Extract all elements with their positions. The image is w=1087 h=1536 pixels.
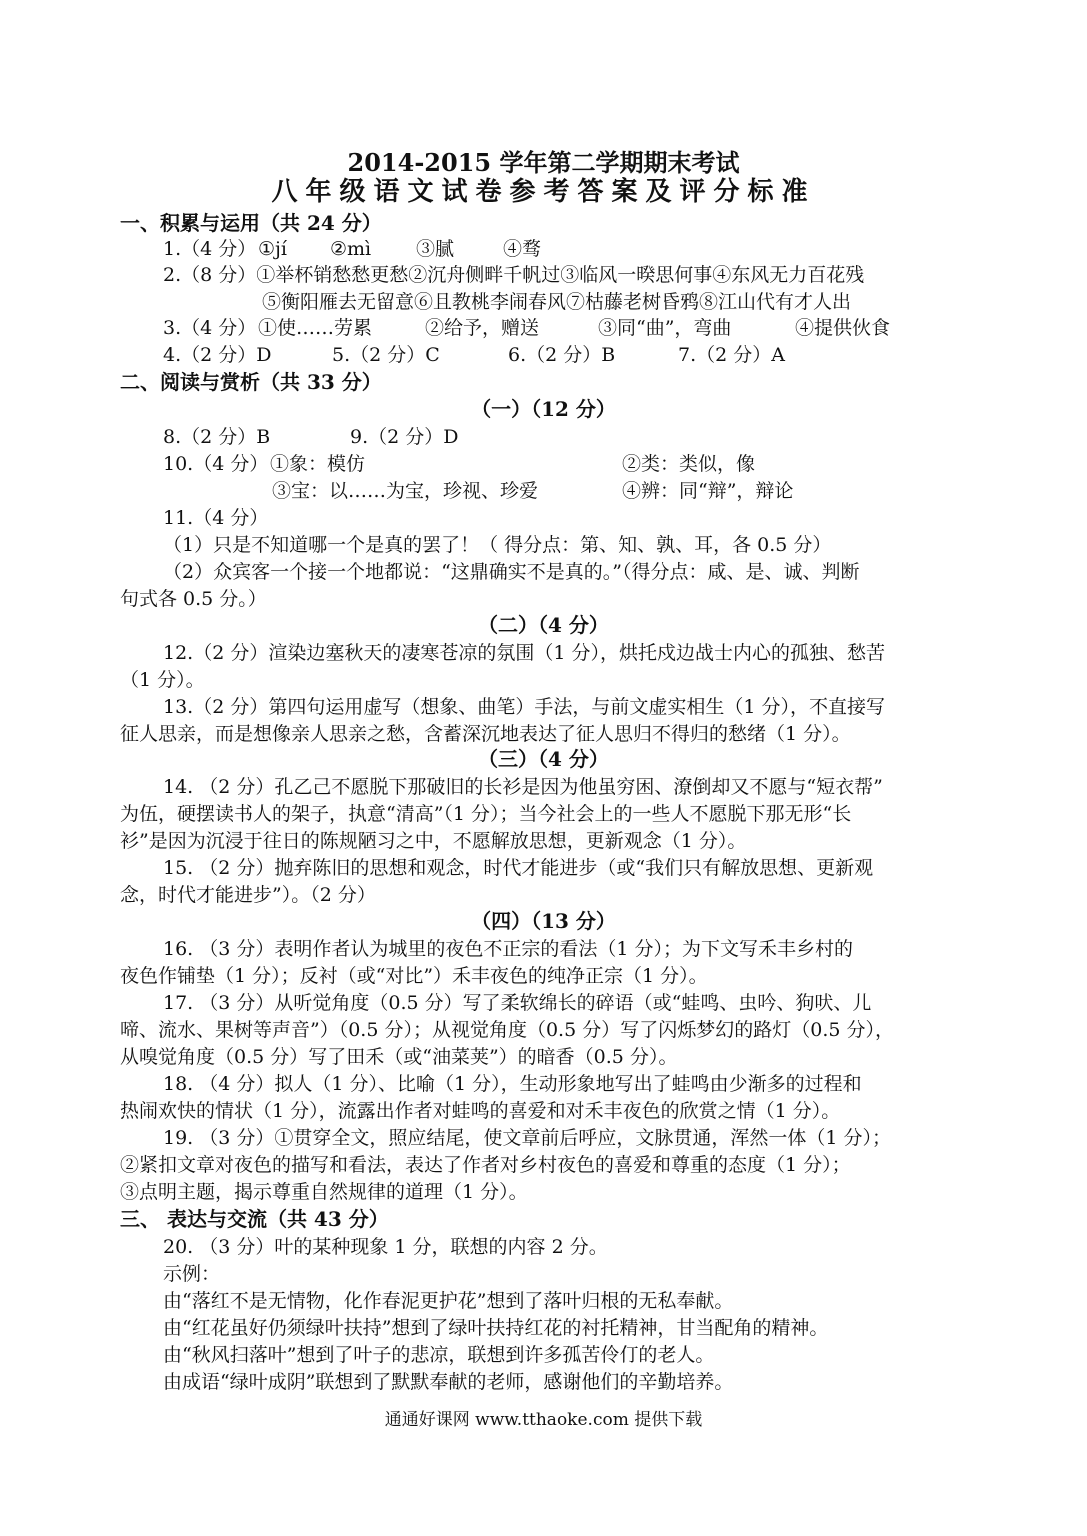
q10-answer-2: ②类：类似，像 bbox=[622, 453, 756, 475]
q8-answer: 8.（2 分）B bbox=[163, 426, 271, 448]
q14-line-3: 衫”是因为沉浸于往日的陈规陋习之中，不愿解放思想，更新观念（1 分）。 bbox=[120, 830, 747, 852]
q17-line-3: 从嗅觉角度（0.5 分）写了田禾（或“油菜荚”）的暗香（0.5 分）。 bbox=[120, 1046, 678, 1068]
page-title: 2014-2015 学年第二学期期末考试 bbox=[347, 148, 740, 177]
page-footer: 通通好课网 www.tthaoke.com 提供下载 bbox=[384, 1410, 703, 1430]
q13-line-2: 征人思亲，而是想像亲人思亲之愁，含蓄深沉地表达了征人思归不得归的愁绪（1 分）。 bbox=[120, 723, 851, 745]
q3-label: 3.（4 分） bbox=[163, 317, 257, 339]
q2-line-2: ⑤衡阳雁去无留意⑥且教桃李闹春风⑦枯藤老树昏鸦⑧江山代有才人出 bbox=[262, 291, 852, 313]
subsection-heading-3: （三）（4 分） bbox=[478, 747, 609, 771]
subsection-heading-2: （二）（4 分） bbox=[478, 613, 609, 637]
example-label: 示例： bbox=[163, 1263, 221, 1285]
q15-line-2: 念，时代才能进步”）。（2 分） bbox=[120, 884, 376, 906]
example-3: 由“秋风扫落叶”想到了叶子的悲凉，联想到许多孤苦伶仃的老人。 bbox=[163, 1344, 715, 1366]
q18-line-1: 18. （4 分）拟人（1 分）、比喻（1 分），生动形象地写出了蛙鸣由少渐多的过程和 bbox=[163, 1073, 862, 1095]
example-1: 由“落红不是无情物，化作春泥更护花”想到了落叶归根的无私奉献。 bbox=[163, 1290, 734, 1312]
q9-answer: 9.（2 分）D bbox=[350, 426, 459, 448]
section-heading-part2: 二、阅读与赏析（共 33 分） bbox=[120, 370, 382, 394]
q10-answer-1: ①象：模仿 bbox=[270, 453, 366, 475]
q17-line-1: 17. （3 分）从听觉角度（0.5 分）写了柔软绵长的碎语（或“蛙鸣、虫吟、狗吠、儿 bbox=[163, 992, 872, 1014]
q3-answer-1: ①使……劳累 bbox=[258, 317, 373, 339]
q11-answer-2-line-2: 句式各 0.5 分。） bbox=[120, 588, 267, 610]
q10-answer-4: ④辨：同“辩”，辩论 bbox=[622, 480, 794, 502]
q10-answer-3: ③宝：以……为宝，珍视、珍爱 bbox=[272, 480, 539, 502]
q5-answer: 5.（2 分）C bbox=[332, 344, 440, 366]
q13-line-1: 13.（2 分）第四句运用虚写（想象、曲笔）手法，与前文虚实相生（1 分），不直接写 bbox=[163, 696, 885, 718]
q19-line-2: ②紧扣文章对夜色的描写和看法，表达了作者对乡村夜色的喜爱和尊重的态度（1 分）； bbox=[120, 1154, 851, 1176]
q2-line-1: 2.（8 分）①举杯销愁愁更愁②沉舟侧畔千帆过③临风一暌思何事④东风无力百花残 bbox=[163, 264, 865, 286]
q19-line-1: 19. （3 分）①贯穿全文，照应结尾，使文章前后呼应，文脉贯通，浑然一体（1 分）； bbox=[163, 1127, 892, 1149]
q1-answer-3: ③腻 bbox=[416, 238, 455, 260]
q19-line-3: ③点明主题，揭示尊重自然规律的道理（1 分）。 bbox=[120, 1181, 528, 1203]
subsection-heading-1: （一）（12 分） bbox=[471, 397, 616, 421]
q1-answer-2: ②mì bbox=[330, 238, 372, 260]
q4-answer: 4.（2 分）D bbox=[163, 344, 272, 366]
q16-line-1: 16. （3 分）表明作者认为城里的夜色不正宗的看法（1 分）；为下文写禾丰乡村的 bbox=[163, 938, 854, 960]
q20-answer: 20. （3 分）叶的某种现象 1 分，联想的内容 2 分。 bbox=[163, 1236, 608, 1258]
q10-label: 10.（4 分） bbox=[163, 453, 269, 475]
q14-line-1: 14. （2 分）孔乙己不愿脱下那破旧的长衫是因为他虽穷困、潦倒却又不愿与“短衣帮” bbox=[163, 776, 883, 798]
q1-answer-4: ④骛 bbox=[503, 238, 542, 260]
section-heading-part3: 三、 表达与交流（共 43 分） bbox=[120, 1207, 389, 1231]
q18-line-2: 热闹欢快的情状（1 分），流露出作者对蛙鸣的喜爱和对禾丰夜色的欣赏之情（1 分）。 bbox=[120, 1100, 841, 1122]
q11-label: 11.（4 分） bbox=[163, 507, 269, 529]
q3-answer-2: ②给予，赠送 bbox=[425, 317, 540, 339]
q15-line-1: 15. （2 分）抛弃陈旧的思想和观念，时代才能进步（或“我们只有解放思想、更新观 bbox=[163, 857, 874, 879]
section-heading-part1: 一、积累与运用（共 24 分） bbox=[120, 211, 382, 235]
q3-answer-4: ④提供伙食 bbox=[795, 317, 891, 339]
page-subtitle: 八年级语文试卷参考答案及评分标准 bbox=[271, 177, 816, 207]
q6-answer: 6.（2 分）B bbox=[508, 344, 616, 366]
q12-line-1: 12.（2 分）渲染边塞秋天的凄寒苍凉的氛围（1 分），烘托戍边战士内心的孤独、愁苦 bbox=[163, 642, 885, 664]
q11-answer-1: （1）只是不知道哪一个是真的罢了！（ 得分点：第、知、孰、耳，各 0.5 分） bbox=[163, 534, 832, 556]
q12-line-2: （1 分）。 bbox=[120, 669, 205, 691]
subsection-heading-4: （四）（13 分） bbox=[471, 909, 616, 933]
q11-answer-2-line-1: （2）众宾客一个接一个地都说：“这鼎确实不是真的。”（得分点：咸、是、诚、判断 bbox=[163, 561, 860, 583]
q17-line-2: 啼、流水、果树等声音”）（0.5 分）；从视觉角度（0.5 分）写了闪烁梦幻的路灯（0.5 分）， bbox=[120, 1019, 894, 1041]
q7-answer: 7.（2 分）A bbox=[678, 344, 785, 366]
example-2: 由“红花虽好仍须绿叶扶持”想到了绿叶扶持红花的衬托精神，甘当配角的精神。 bbox=[163, 1317, 829, 1339]
q1-label: 1.（4 分） bbox=[163, 238, 257, 260]
q14-line-2: 为伍，硬摆读书人的架子，执意“清高”（1 分）；当今社会上的一些人不愿脱下那无形“长 bbox=[120, 803, 852, 825]
q3-answer-3: ③同“曲”，弯曲 bbox=[598, 317, 732, 339]
q1-answer-1: ①jí bbox=[258, 238, 288, 260]
q16-line-2: 夜色作铺垫（1 分）；反衬（或“对比”）禾丰夜色的纯净正宗（1 分）。 bbox=[120, 965, 708, 987]
example-4: 由成语“绿叶成阴”联想到了默默奉献的老师，感谢他们的辛勤培养。 bbox=[163, 1371, 734, 1393]
